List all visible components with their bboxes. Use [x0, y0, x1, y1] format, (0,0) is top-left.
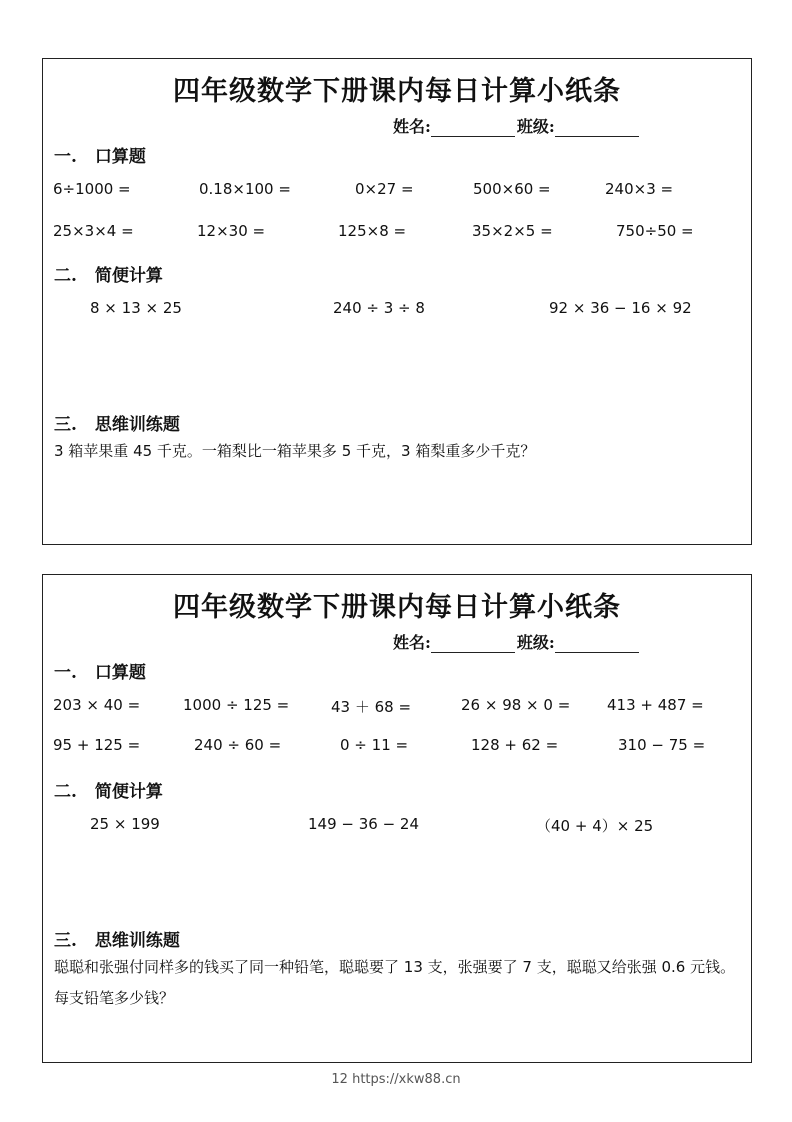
section-thinking-heading [54, 410, 180, 435]
oral-problem: 43 ＋ 68 = [331, 698, 412, 716]
section-title: 口算题 [94, 663, 146, 683]
worksheet-card-1 [42, 58, 752, 545]
simplify-problem: 92 × 36 − 16 × 92 [549, 299, 692, 317]
oral-problem: 240×3 = [605, 180, 674, 198]
name-label: 姓名: [393, 117, 431, 136]
class-label: 班级: [516, 117, 555, 136]
name-blank[interactable] [431, 118, 515, 137]
oral-problem: 128 + 62 = [471, 736, 559, 754]
section-simplify-heading [54, 261, 163, 286]
word-problem: 聪聪和张强付同样多的钱买了同一种铅笔，聪聪要了 13 支，张强要了 7 支，聪聪又给张强 0.6 元钱。每支铅笔多少钱？ [54, 958, 736, 1007]
class-blank[interactable] [555, 634, 639, 653]
section-title: 简便计算 [94, 782, 163, 802]
section-title: 思维训练题 [94, 931, 180, 951]
section-thinking-heading [54, 926, 180, 951]
simplify-problem: 240 ÷ 3 ÷ 8 [333, 299, 425, 317]
oral-problem: 125×8 = [338, 222, 407, 240]
worksheet-title: 四年级数学下册课内每日计算小纸条 [173, 592, 621, 623]
oral-problem: 310 − 75 = [618, 736, 706, 754]
name-label: 姓名: [393, 633, 431, 652]
worksheet-title: 四年级数学下册课内每日计算小纸条 [173, 76, 621, 107]
oral-problem: 12×30 = [197, 222, 266, 240]
section-number: 二. [54, 266, 77, 286]
worksheet-card-2 [42, 574, 752, 1063]
oral-problem: 95 + 125 = [53, 736, 141, 754]
simplify-problem: （40 + 4）× 25 [536, 817, 654, 835]
simplify-problem: 25 × 199 [90, 815, 160, 833]
section-number: 二. [54, 782, 77, 802]
class-blank[interactable] [555, 118, 639, 137]
oral-problem: 240 ÷ 60 = [194, 736, 282, 754]
section-oral-heading [54, 142, 146, 167]
section-simplify-heading [54, 777, 163, 802]
word-problem: 3 箱苹果重 45 千克。一箱梨比一箱苹果多 5 千克，3 箱梨重多少千克？ [54, 442, 536, 460]
page-footer: 12 https://xkw88.cn [331, 1072, 461, 1087]
oral-problem: 203 × 40 = [53, 696, 141, 714]
oral-problem: 6÷1000 = [53, 180, 131, 198]
class-label: 班级: [516, 633, 555, 652]
section-title: 简便计算 [94, 266, 163, 286]
oral-problem: 0×27 = [355, 180, 414, 198]
simplify-problem: 8 × 13 × 25 [90, 299, 182, 317]
oral-problem: 0.18×100 = [199, 180, 291, 198]
section-number: 三. [54, 415, 77, 435]
oral-problem: 500×60 = [473, 180, 551, 198]
oral-problem: 413 + 487 = [607, 696, 704, 714]
oral-problem: 26 × 98 × 0 = [461, 696, 571, 714]
name-class-row [393, 114, 641, 137]
oral-problem: 0 ÷ 11 = [340, 736, 409, 754]
section-number: 三. [54, 931, 77, 951]
oral-problem: 1000 ÷ 125 = [183, 696, 290, 714]
oral-problem: 750÷50 = [616, 222, 694, 240]
oral-problem: 35×2×5 = [472, 222, 553, 240]
simplify-problem: 149 − 36 − 24 [308, 815, 420, 833]
name-blank[interactable] [431, 634, 515, 653]
section-number: 一. [54, 663, 77, 683]
section-oral-heading [54, 658, 146, 683]
section-title: 口算题 [94, 147, 146, 167]
section-title: 思维训练题 [94, 415, 180, 435]
section-number: 一. [54, 147, 77, 167]
oral-problem: 25×3×4 = [53, 222, 134, 240]
name-class-row [393, 630, 641, 653]
